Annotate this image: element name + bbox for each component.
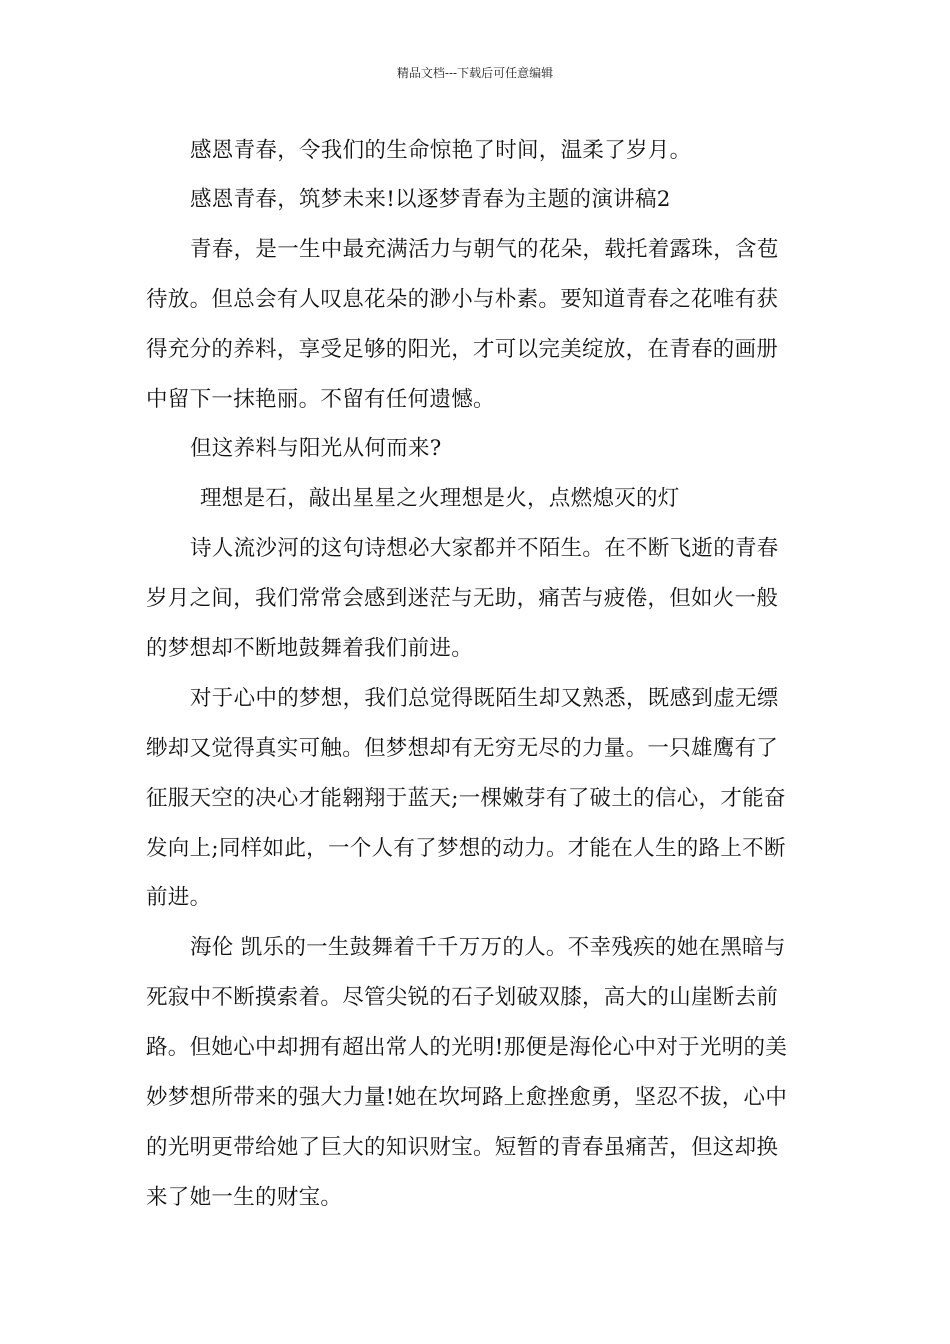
text-line: 中留下一抹艳丽。不留有任何遗憾。 — [146, 387, 495, 412]
section-title: 感恩青春，筑梦未来!以逐梦青春为主题的演讲稿2 — [190, 187, 671, 212]
text-line: 前进。 — [146, 885, 212, 910]
page-header: 精品文档---下载后可任意编辑 — [396, 66, 554, 80]
text-line: 诗人流沙河的这句诗想必大家都并不陌生。在不断飞逝的青春 — [190, 536, 779, 561]
text-line: 缈却又觉得真实可触。但梦想却有无穷无尽的力量。一只雄鹰有了 — [146, 736, 779, 761]
text-line: 但这养料与阳光从何而来? — [190, 436, 442, 461]
quote-line: 理想是石，敲出星星之火理想是火，点燃熄灭的灯 — [200, 486, 680, 511]
text-line: 待放。但总会有人叹息花朵的渺小与朴素。要知道青春之花唯有获 — [146, 287, 779, 312]
text-line: 的梦想却不断地鼓舞着我们前进。 — [146, 636, 474, 661]
text-line: 征服天空的决心才能翱翔于蓝天;一棵嫩芽有了破土的信心，才能奋 — [146, 786, 786, 811]
text-line: 路。但她心中却拥有超出常人的光明!那便是海伦心中对于光明的美 — [146, 1035, 788, 1060]
text-line: 对于心中的梦想，我们总觉得既陌生却又熟悉，既感到虚无缥 — [190, 686, 779, 711]
text-line: 来了她一生的财宝。 — [146, 1185, 343, 1210]
text-line: 青春，是一生中最充满活力与朝气的花朵，载托着露珠，含苞 — [190, 237, 779, 262]
text-line: 发向上;同样如此，一个人有了梦想的动力。才能在人生的路上不断 — [146, 836, 786, 861]
text-line: 的光明更带给她了巨大的知识财宝。短暂的青春虽痛苦，但这却换 — [146, 1135, 779, 1160]
text-line: 岁月之间，我们常常会感到迷茫与无助，痛苦与疲倦，但如火一般 — [146, 586, 779, 611]
text-line: 海伦 凯乐的一生鼓舞着千千万万的人。不幸残疾的她在黑暗与 — [190, 935, 786, 960]
text-line: 妙梦想所带来的强大力量!她在坎坷路上愈挫愈勇，坚忍不拔，心中 — [146, 1085, 788, 1110]
text-line: 死寂中不断摸索着。尽管尖锐的石子划破双膝，高大的山崖断去前 — [146, 985, 779, 1010]
text-line: 感恩青春，令我们的生命惊艳了时间，温柔了岁月。 — [190, 138, 692, 163]
text-line: 得充分的养料，享受足够的阳光，才可以完美绽放，在青春的画册 — [146, 337, 779, 362]
